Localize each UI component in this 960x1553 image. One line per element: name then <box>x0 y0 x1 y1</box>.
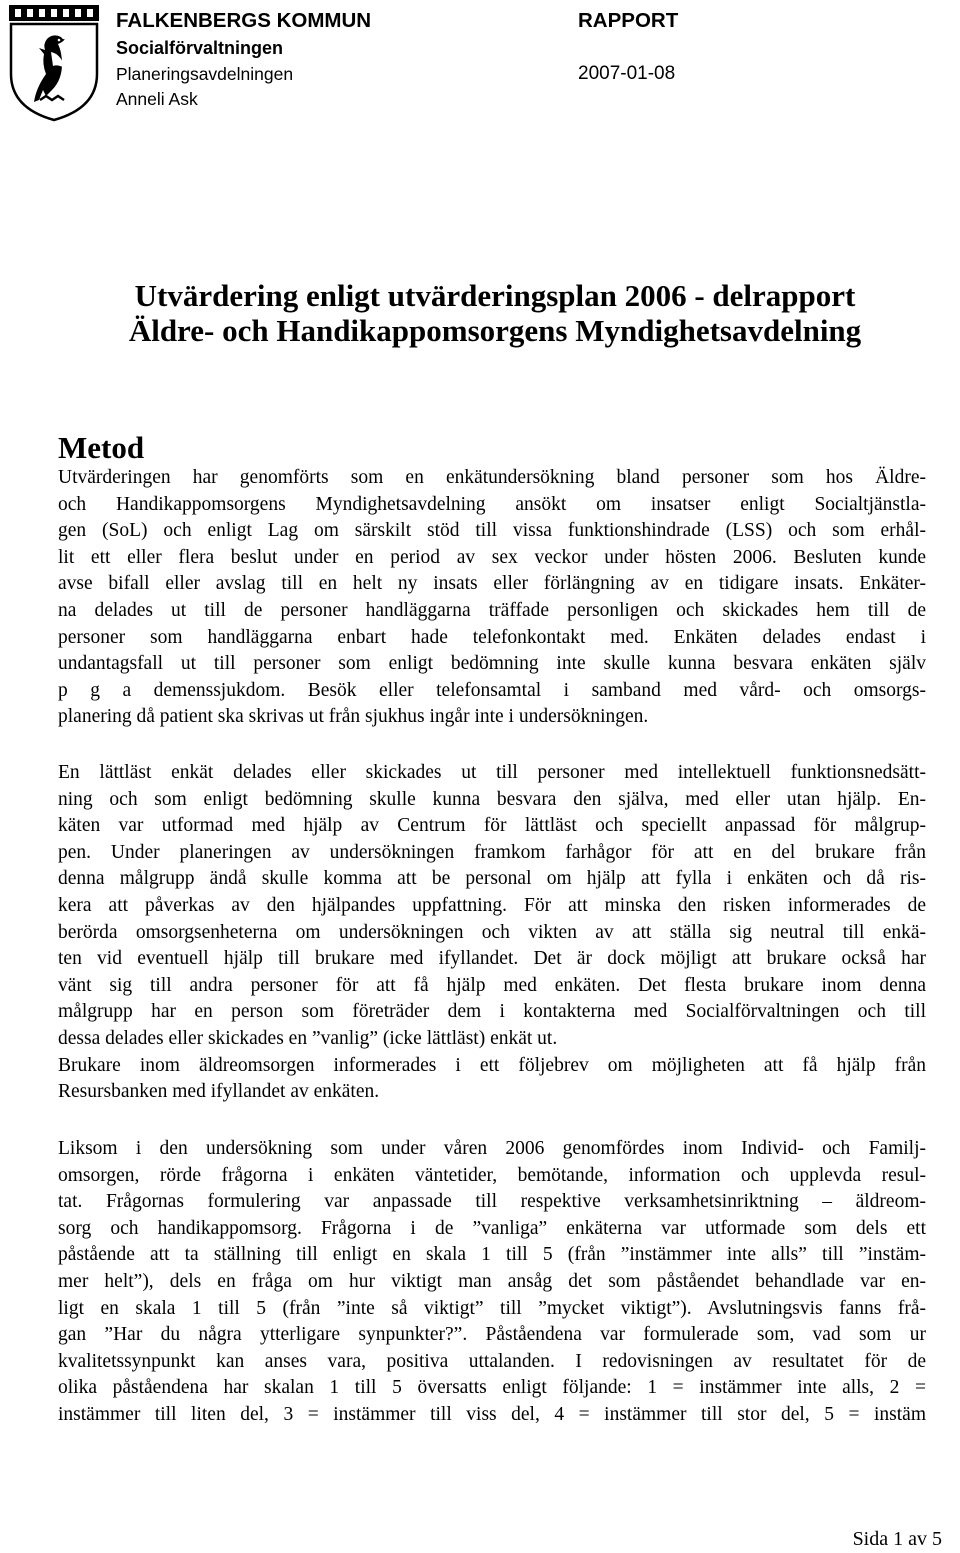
report-title-line-1: Utvärdering enligt utvärderingsplan 2006 - delrapport <box>134 278 856 313</box>
text-line: avse bifall eller avslag till en helt ny insats eller förlängning av en tidigare insats. Enkäter- <box>58 573 926 595</box>
text-line: dessa delades eller skickades en ”vanlig” (icke lättläst) enkät ut. <box>58 1027 558 1049</box>
text-line: berörda omsorgsenheterna om undersökningen och vikten av att ställa sig neutral till enkä- <box>58 921 926 943</box>
text-line: omsorgen, rörde frågorna i enkäten väntetider, bemötande, information och upplevda resul- <box>58 1164 926 1186</box>
document-date: 2007-01-08 <box>578 63 676 84</box>
text-line: gan ”Har du några ytterligare synpunkter?”. Påståendena var formulerade som, vad som ur <box>58 1324 926 1346</box>
text-line: p g a demenssjukdom. Besök eller telefonsamtal i samband med vård- och omsorgs- <box>58 679 926 701</box>
text-line: olika påståendena har skalan 1 till 5 översatts enligt följande: 1 = instämmer inte alls, 2 = <box>58 1377 926 1399</box>
text-line: En lättläst enkät delades eller skickades ut till personer med intellektuell funktionsnedsätt- <box>58 762 926 783</box>
text-line: kera att påverkas av den hjälpandes uppfattning. För att minska den risken informerades de <box>58 894 926 916</box>
report-title <box>0 278 960 348</box>
text-line: och Handikappomsorgens Myndighetsavdelning ansökt om insatser enligt Socialtjänstla- <box>58 493 926 515</box>
text-line: pen. Under planeringen av undersökningen framkom farhågor för att en del brukare från <box>58 841 926 863</box>
sender-block <box>116 8 371 112</box>
text-line: ning och som enligt bedömning skulle kunna besvara den själva, med eller utan hjälp. En- <box>58 788 926 810</box>
text-line: mer helt”), dels en fråga om hur viktigt man ansåg det som påståendet behandlade var en- <box>58 1270 926 1292</box>
text-line: planering då patient ska skrivas ut från sjukhus ingår inte i undersökningen. <box>58 706 649 728</box>
text-line: vänt sig till andra personer för att få hjälp med enkäten. Det flesta brukare inom denna <box>58 974 926 996</box>
text-line: påstående att ta ställning till enligt en skala 1 till 5 (från ”instämmer inte alls” till ”instäm- <box>58 1244 926 1266</box>
text-line: Resursbanken med ifyllandet av enkäten. <box>58 1081 380 1103</box>
text-line: Liksom i den undersökning som under våren 2006 genomfördes inom Individ- och Familj- <box>58 1138 926 1159</box>
text-line: ten vid eventuell hjälp till brukare med ifyllandet. Det är dock möjligt att brukare också har <box>58 948 926 970</box>
text-line: Brukare inom äldreomsorgen informerades i ett följebrev om möjligheten att få hjälp från <box>58 1054 926 1076</box>
falcon-coat-of-arms-icon <box>6 4 102 122</box>
document-meta <box>578 8 678 87</box>
text-line: tat. Frågornas formulering var anpassade till respektive verksamhetsinriktning – äldreom- <box>58 1191 926 1213</box>
text-line: gen (SoL) och enligt Lag om särskilt stöd till vissa funktionshindrade (LSS) och som erhål- <box>58 520 926 542</box>
text-line: lit ett eller flera beslut under en period av sex veckor under hösten 2006. Besluten kunde <box>58 546 926 568</box>
report-title-line-2: Äldre- och Handikappomsorgens Myndighetsavdelning <box>128 313 862 348</box>
text-line: målgrupp har en person som företräder dem i kontakterna med Socialförvaltningen och till <box>58 1001 926 1023</box>
text-line: undantagsfall ut till personer som enligt bedömning inte skulle kunna besvara enkäten själv <box>58 653 926 675</box>
text-line: sorg och handikappomsorg. Frågorna i de ”vanliga” enkäterna var utformade som dels ett <box>58 1217 926 1239</box>
text-line: kvalitetssynpunkt kan anses vara, positiva uttalanden. I redovisningen av resultatet för de <box>58 1350 926 1372</box>
text-line: denna målgrupp ändå skulle komma att be personal om hjälp att fylla i enkäten och då ris- <box>58 868 926 890</box>
document-type: RAPPORT <box>578 9 679 32</box>
page-number: Sida 1 av 5 <box>852 1528 942 1550</box>
author-name: Anneli Ask <box>116 89 198 109</box>
organization-name: FALKENBERGS KOMMUN <box>116 9 372 32</box>
unit-name: Planeringsavdelningen <box>116 64 294 84</box>
text-line: instämmer till liten del, 3 = instämmer till viss del, 4 = instämmer till stor del, 5 = instäm <box>58 1403 926 1425</box>
department-name: Socialförvaltningen <box>116 38 284 58</box>
text-line: Utvärderingen har genomförts som en enkätundersökning bland personer som hos Äldre- <box>58 467 926 488</box>
paragraph-2 <box>58 760 926 1106</box>
paragraph-3 <box>58 1136 926 1429</box>
text-line: käten var utformad med hjälp av Centrum för lättläst och speciellt anpassad för målgrup- <box>58 815 926 837</box>
text-line: ligt en skala 1 till 5 (från ”inte så viktigt” till ”mycket viktigt”). Avslutningsvis fanns frå- <box>58 1297 926 1319</box>
section-heading-metod: Metod <box>58 430 145 465</box>
text-line: personer som handläggarna enbart hade telefonkontakt med. Enkäten delades endast i <box>58 626 926 648</box>
text-line: na delades ut till de personer handläggarna träffade personligen och skickades hem till de <box>58 599 926 621</box>
paragraph-1 <box>58 465 926 731</box>
